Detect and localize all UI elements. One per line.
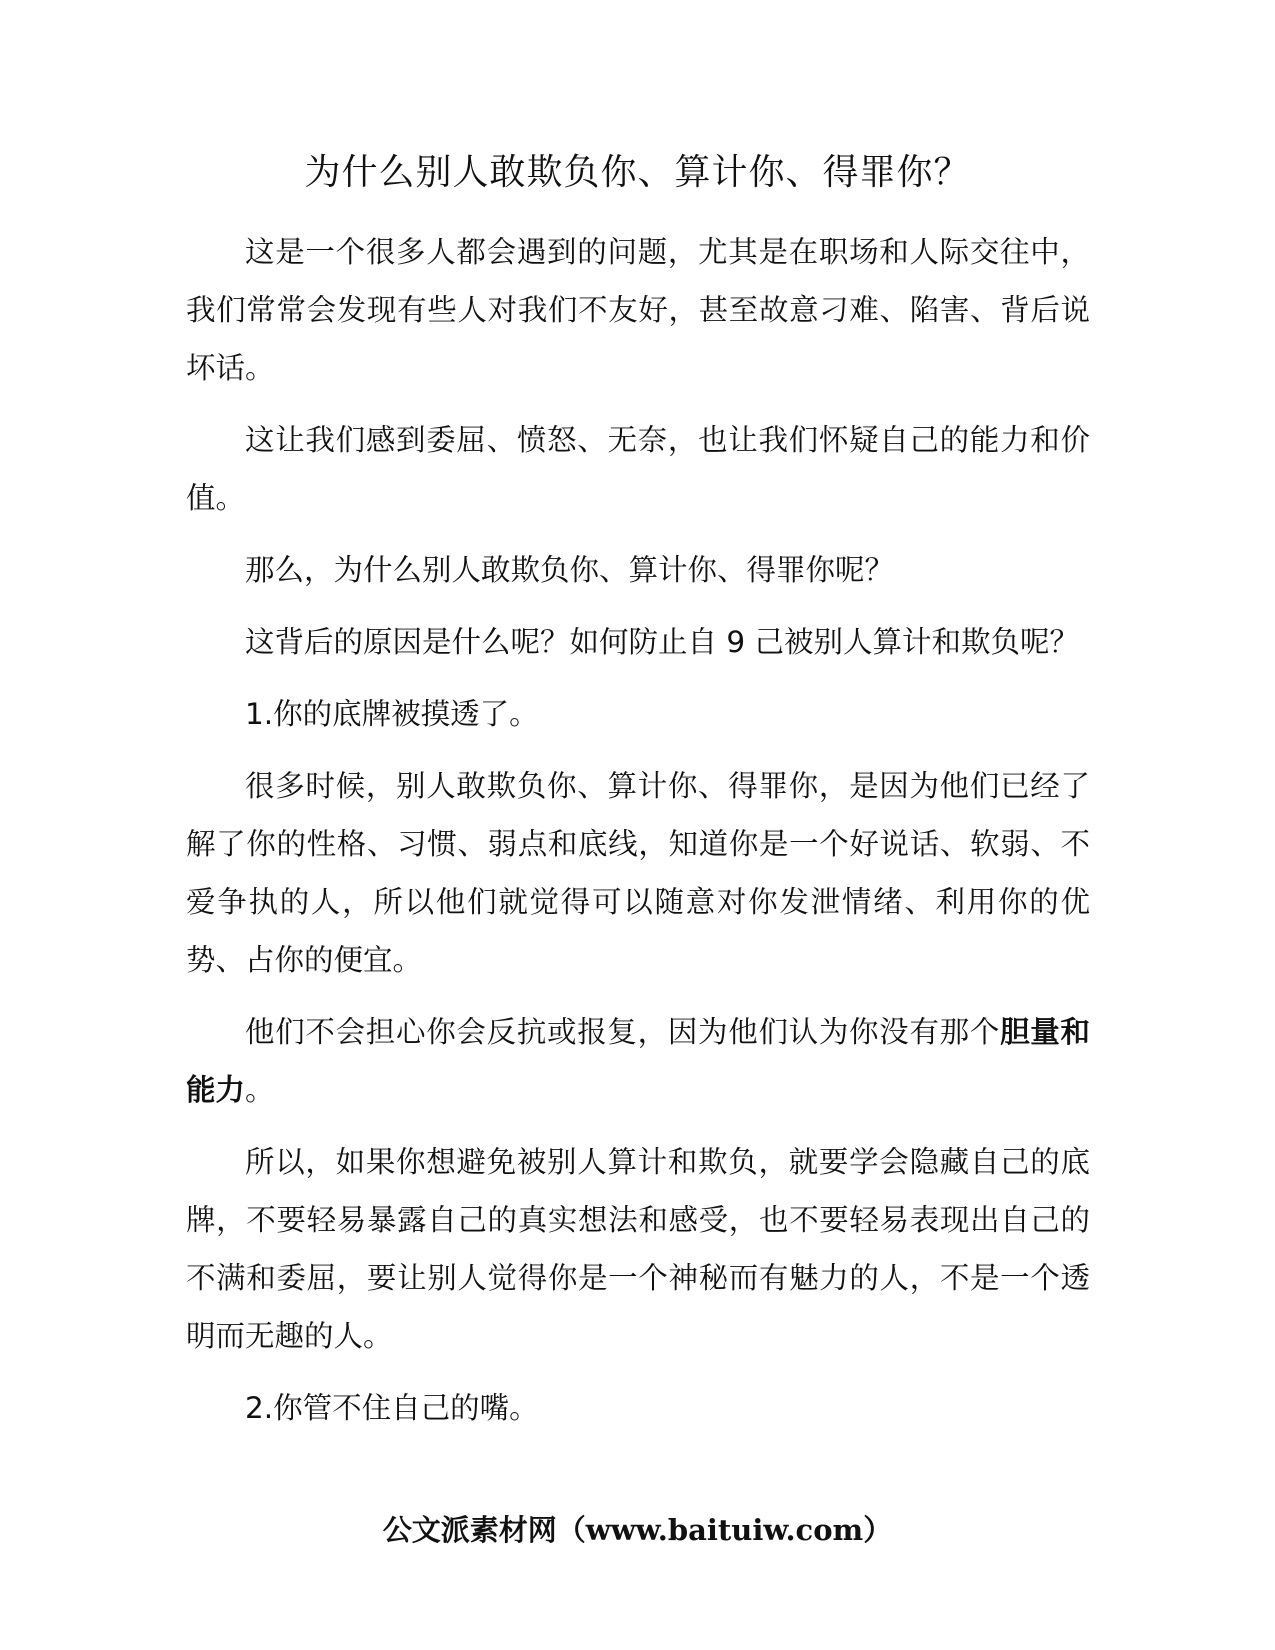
document-title: 为什么别人敢欺负你、算计你、得罪你？ [304,152,971,193]
paragraph-6: 很多时候，别人敢欺负你、算计你、得罪你，是因为他们已经了解了你的性格、习惯、弱点和底线，知道你是一个好说话、软弱、不爱争执的人，所以他们就觉得可以随意对你发泄情绪、利用你的优势、占你的便宜。 [186,769,1090,977]
document-body [186,223,1090,1451]
paragraph-3: 那么，为什么别人敢欺负你、算计你、得罪你呢？ [245,553,895,587]
paragraph-7-bold: 胆量和能力 [186,1015,1090,1107]
footer-source: 公文派素材网（www.baituiw.com） [382,1513,893,1547]
section-heading-2: 2.你管不住自己的嘴。 [245,1391,539,1425]
paragraph-8: 所以，如果你想避免被别人算计和欺负，就要学会隐藏自己的底牌，不要轻易暴露自己的真实想法和感受，也不要轻易表现出自己的不满和委屈，要让别人觉得你是一个神秘而有魅力的人，不是一个透明而无趣的人。 [186,1145,1090,1353]
paragraph-7-text: 他们不会担心你会反抗或报复，因为他们认为你没有那个 [245,1015,1001,1049]
paragraph-4: 这背后的原因是什么呢？如何防止自 9 己被别人算计和欺负呢？ [245,625,1080,659]
paragraph-7-end: 。 [245,1073,275,1107]
paragraph-1: 这是一个很多人都会遇到的问题，尤其是在职场和人际交往中，我们常常会发现有些人对我们不友好，甚至故意刁难、陷害、背后说坏话。 [186,235,1090,385]
paragraph-7 [186,1003,1090,1119]
section-heading-1: 1.你的底牌被摸透了。 [245,697,539,731]
paragraph-2: 这让我们感到委屈、愤怒、无奈，也让我们怀疑自己的能力和价值。 [186,423,1090,515]
